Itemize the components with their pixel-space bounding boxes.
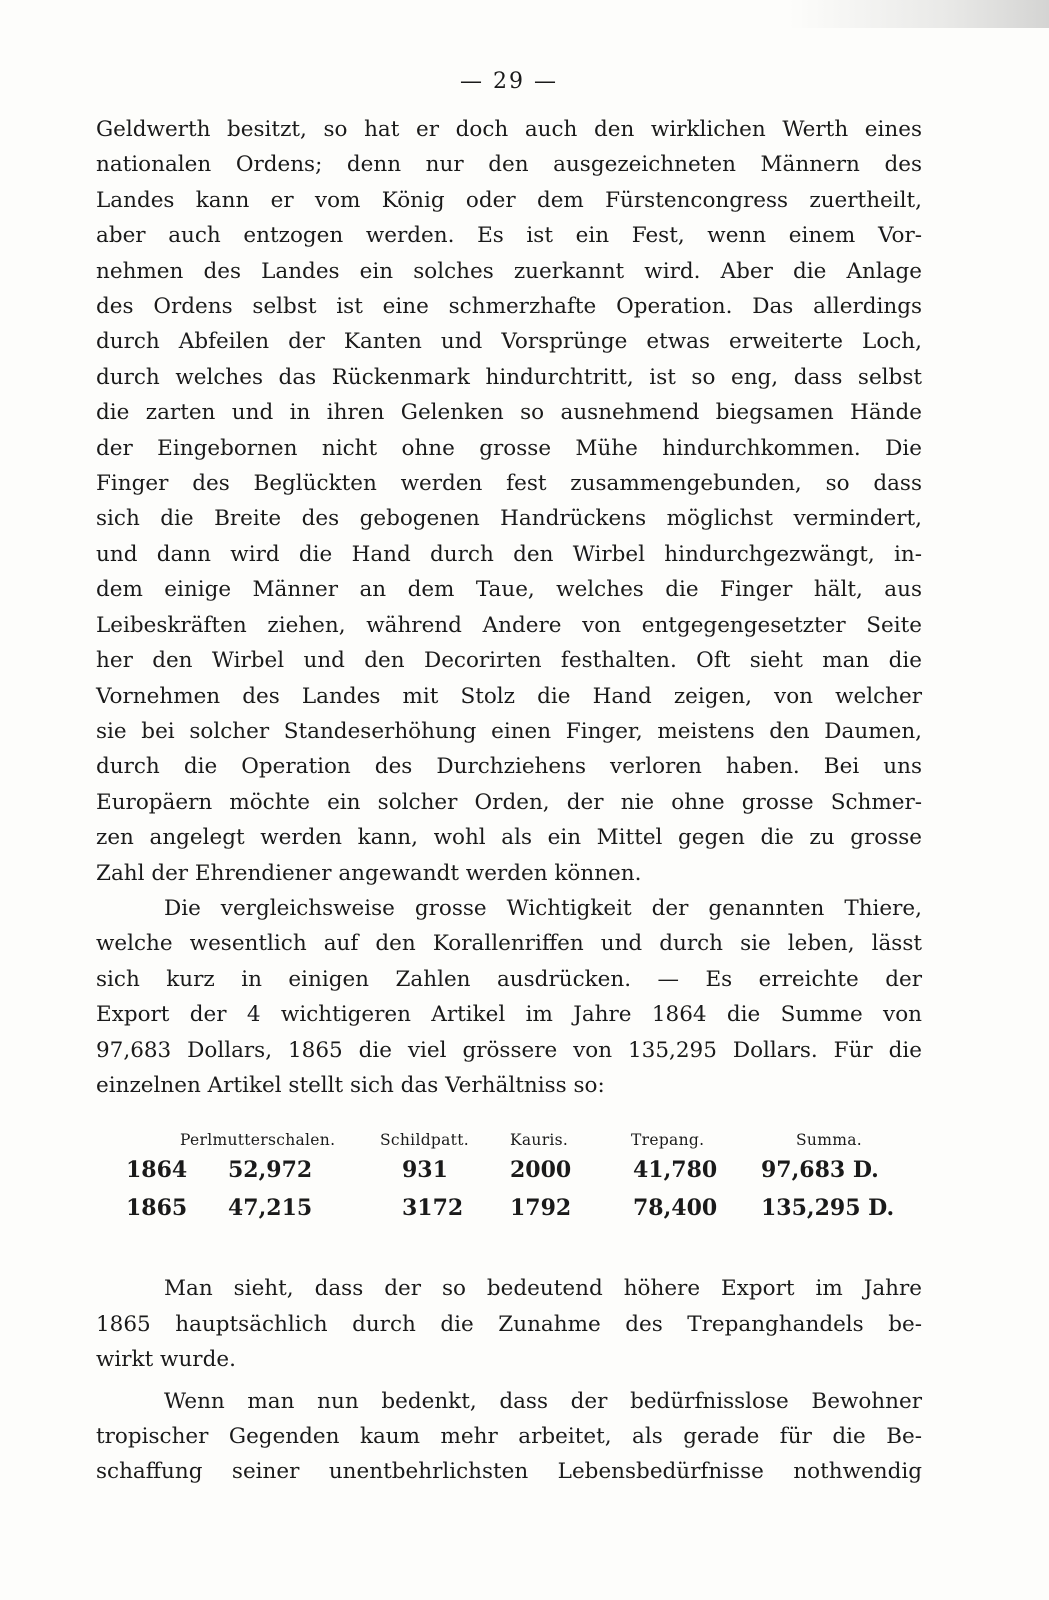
- text-line: die zarten und in ihren Gelenken so ausnehmend biegsamen Hände: [96, 400, 922, 426]
- text-line: Wenn man nun bedenkt, dass der bedürfnisslose Bewohner: [164, 1388, 922, 1414]
- text-line: Landes kann er vom König oder dem Fürstencongress zuertheilt,: [96, 187, 922, 213]
- text-line: her den Wirbel und den Decorirten festhalten. Oft sieht man die: [96, 648, 922, 674]
- text-line: des Ordens selbst ist eine schmerzhafte Operation. Das allerdings: [96, 294, 922, 320]
- text-line: Zahl der Ehrendiener angewandt werden können.: [96, 860, 642, 886]
- paragraph-needs: [96, 1384, 922, 1490]
- text-line: sich die Breite des gebogenen Handrückens möglichst vermindert,: [96, 506, 922, 532]
- text-line: sich kurz in einigen Zahlen ausdrücken. — Es erreichte der: [96, 966, 922, 992]
- text-line: dem einige Männer an dem Taue, welches die Finger hält, aus: [96, 577, 922, 603]
- table-cell: 931: [402, 1157, 448, 1184]
- paragraph-order-operation: [96, 112, 922, 891]
- text-line: welche wesentlich auf den Korallenriffen und durch sie leben, lässt: [96, 931, 922, 957]
- paragraph-export-intro: [96, 891, 922, 1103]
- header-kauris: Kauris.: [510, 1131, 569, 1150]
- text-line: durch Abfeilen der Kanten und Vorsprünge etwas erweiterte Loch,: [96, 329, 922, 355]
- table-cell: 2000: [510, 1157, 572, 1184]
- table-cell-year: 1865: [126, 1195, 188, 1222]
- text-line: durch die Operation des Durchziehens verloren haben. Bei uns: [96, 754, 922, 780]
- paragraph-conclusion: [96, 1271, 922, 1377]
- export-table: [96, 1131, 922, 1241]
- table-cell: 52,972: [228, 1157, 313, 1184]
- table-cell: 47,215: [228, 1195, 313, 1222]
- table-cell-year: 1864: [126, 1157, 188, 1184]
- text-line: 1865 hauptsächlich durch die Zunahme des Trepanghandels be-: [96, 1311, 922, 1337]
- header-schildpatt: Schildpatt.: [380, 1131, 469, 1150]
- text-line: wirkt wurde.: [96, 1347, 236, 1373]
- table-cell-total: 135,295 D.: [761, 1195, 895, 1222]
- text-line: sie bei solcher Standeserhöhung einen Finger, meistens den Daumen,: [96, 718, 922, 744]
- text-line: Geldwerth besitzt, so hat er doch auch den wirklichen Werth eines: [96, 117, 922, 142]
- scan-edge-shadow: [789, 0, 1049, 28]
- text-line: der Eingebornen nicht ohne grosse Mühe hindurchkommen. Die: [96, 435, 922, 461]
- table-cell: 41,780: [633, 1157, 718, 1184]
- text-line: zen angelegt werden kann, wohl als ein Mittel gegen die zu grosse: [96, 825, 922, 851]
- text-line: durch welches das Rückenmark hindurchtritt, ist so eng, dass selbst: [96, 364, 922, 390]
- table-cell-total: 97,683 D.: [761, 1157, 879, 1184]
- text-line: Europäern möchte ein solcher Orden, der nie ohne grosse Schmer-: [96, 789, 922, 815]
- text-line: Vornehmen des Landes mit Stolz die Hand zeigen, von welcher: [96, 683, 922, 709]
- text-line: einzelnen Artikel stellt sich das Verhältniss so:: [96, 1072, 605, 1098]
- text-line: nationalen Ordens; denn nur den ausgezeichneten Männern des: [96, 152, 922, 178]
- text-line: Leibeskräften ziehen, während Andere von entgegengesetzter Seite: [96, 612, 922, 638]
- text-line: Finger des Beglückten werden fest zusammengebunden, so dass: [96, 471, 922, 497]
- header-summa: Summa.: [796, 1131, 862, 1150]
- text-line: tropischer Gegenden kaum mehr arbeitet, als gerade für die Be-: [96, 1424, 922, 1449]
- book-page: [96, 62, 922, 1490]
- text-line: schaffung seiner unentbehrlichsten Lebensbedürfnisse nothwendig: [96, 1459, 922, 1485]
- text-line: Man sieht, dass der so bedeutend höhere Export im Jahre: [164, 1276, 922, 1302]
- header-trepang: Trepang.: [631, 1131, 705, 1150]
- table-cell: 3172: [402, 1195, 464, 1222]
- text-line: 97,683 Dollars, 1865 die viel grössere von 135,295 Dollars. Für die: [96, 1037, 922, 1063]
- text-line: Export der 4 wichtigeren Artikel im Jahre 1864 die Summe von: [96, 1002, 922, 1028]
- text-line: und dann wird die Hand durch den Wirbel hindurchgezwängt, in-: [96, 541, 922, 567]
- table-cell: 78,400: [633, 1195, 718, 1222]
- text-line: nehmen des Landes ein solches zuerkannt wird. Aber die Anlage: [96, 258, 922, 284]
- text-line: aber auch entzogen werden. Es ist ein Fest, wenn einem Vor-: [96, 223, 922, 249]
- page-number: — 29 —: [460, 69, 558, 94]
- table-cell: 1792: [510, 1195, 572, 1222]
- header-perlmutterschalen: Perlmutterschalen.: [180, 1131, 336, 1150]
- text-line: Die vergleichsweise grosse Wichtigkeit der genannten Thiere,: [164, 895, 922, 921]
